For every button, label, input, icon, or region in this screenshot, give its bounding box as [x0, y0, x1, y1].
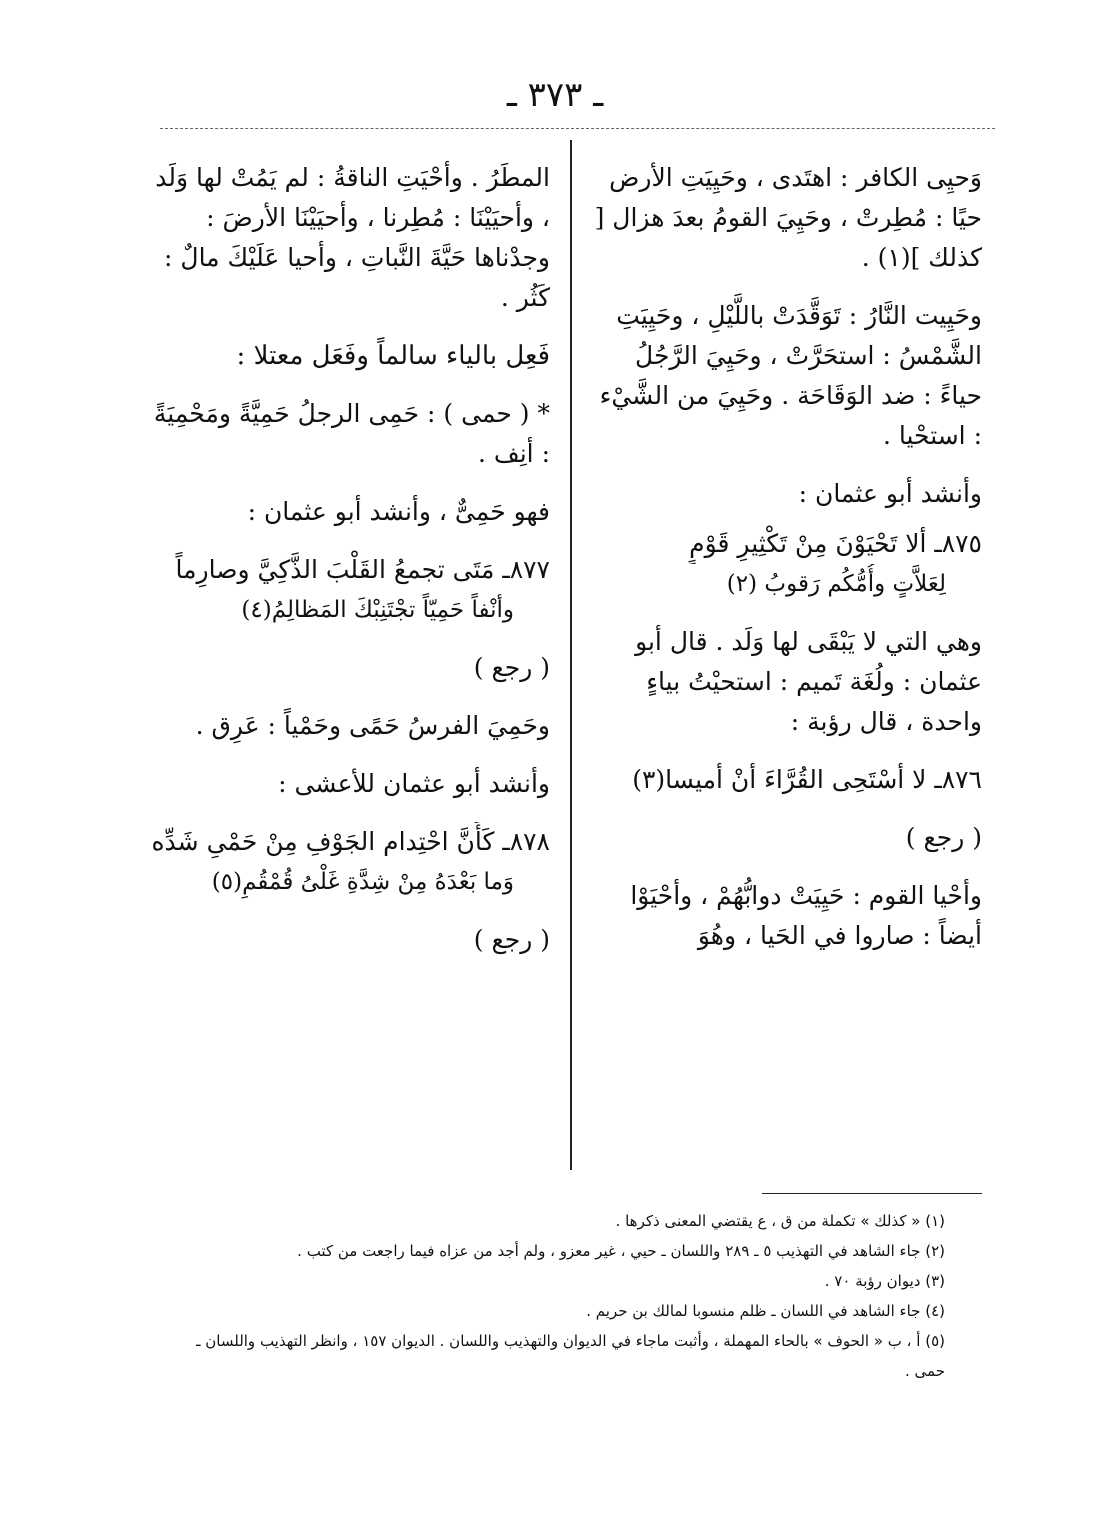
- rajaz-marker: ( رجع ): [905, 823, 982, 852]
- footnote: (٥) أ ، ب « الحوف » بالحاء المهملة ، وأثبت ماجاء في الديوان والتهذيب واللسان . الديوان ١٥٧ ، وانظر التهذيب واللسان ـ حمى .: [196, 1332, 945, 1380]
- paragraph: وحَمِيَ الفرسُ حَمًى وحَمْياً : عَرِق .: [195, 711, 550, 740]
- paragraph: وحَيِيت النَّارُ : تَوَقَّدَتْ باللَّيْلِ ، وحَيِيَتِ الشَّمْسُ : استحَرَّتْ ، وحَيِيَ الرَّجُلُ حياءً : ضد الوَقَاحَة . وحَيِيَ من الشَّيْء : استحْيا .: [599, 301, 982, 450]
- footnote: (١) « كذلك » تكملة من ق ، ع يقتضي المعنى ذكرها .: [615, 1212, 945, 1230]
- section-heading: فَعِل بالياء سالماً وفَعَل معتلا :: [236, 341, 550, 371]
- verse-line: ٨٧٥ـ ألا تَحْيَوْنَ مِنْ تَكْثِيرِ قَوْمٍ: [689, 529, 982, 558]
- rajaz-marker: ( رجع ): [473, 653, 550, 682]
- right-column: [587, 158, 982, 974]
- paragraph: وهي التي لا يَبْقَى لها وَلَد . قال أبو عثمان : ولُغَة تَميم : استحيْتُ بياءٍ واحدة ، قال رؤبة :: [635, 627, 982, 736]
- page-number: ـ ٣٧٣ ـ: [506, 75, 604, 115]
- paragraph: * ( حمى ) : حَمِى الرجلُ حَمِيَّةً ومَحْمِيَةً : أنِف .: [153, 399, 550, 468]
- verse-line: ٨٧٧ـ مَتَى تجمعُ القَلْبَ الذَّكِيَّ وصارِماً: [175, 555, 550, 584]
- paragraph: وَحيِى الكافر : اهتَدى ، وحَيِيَتِ الأرض حيًا : مُطِرتْ ، وحَيِيَ القومُ بعدَ هزال [ كذلك ](١) .: [594, 163, 982, 272]
- footnote: (٣) ديوان رؤبة ٧٠ .: [824, 1272, 945, 1290]
- header-rule: [160, 128, 995, 129]
- footnote: (٢) جاء الشاهد في التهذيب ٥ ـ ٢٨٩ واللسان ـ حيي ، غير معزو ، ولم أجد من عزاه فيما راجعت من كتب .: [297, 1242, 945, 1260]
- verse-line: لِعَلاَّتٍ وأُمُّكُم رَقوبُ (٢): [726, 571, 946, 597]
- left-column: [150, 158, 550, 978]
- verse-line: ٨٧٨ـ كَأَنَّ احْتِدام الجَوْفِ مِنْ حَمْىِ شَدِّه: [151, 827, 550, 856]
- verse-876: [587, 760, 982, 800]
- verse-line: وَما بَعْدَهُ مِنْ شِدَّةِ غَلْىُ قُمْقُمِ(٥): [211, 869, 514, 895]
- verse-877: [150, 550, 550, 630]
- footnote: (٤) جاء الشاهد في اللسان ـ ظلم منسوبا لمالك بن حريم .: [586, 1302, 945, 1320]
- verse-878: [150, 822, 550, 902]
- paragraph: المطَرُ . وأحْيَتِ الناقةُ : لم يَمُتْ لها وَلَد ، وأحيَيْنَا : مُطِرنا ، وأحيَيْنَا الأرضَ : وجدْناها حَيَّةَ النَّباتِ ، وأحيا عَلَيْكَ مالٌ : كَثُر .: [155, 163, 550, 312]
- verse-875: [587, 524, 982, 604]
- verse-line: وأنْفاً حَمِيّاً تجْتَنِبْكَ المَظالِمُ(٤): [241, 597, 514, 623]
- footnotes: [165, 1206, 945, 1386]
- paragraph: وأحْيا القوم : حَيِيَتْ دوابُّهُمْ ، وأحْيَوْا أيضاً : صاروا في الحَيا ، وهُوَ: [630, 881, 982, 950]
- paragraph: وأنشد أبو عثمان للأعشى :: [278, 769, 550, 798]
- footnote-rule: [762, 1193, 982, 1194]
- verse-line: ٨٧٦ـ لا أسْتَحِى القُرَّاءَ أنْ أميسا(٣): [632, 765, 982, 794]
- rajaz-marker: ( رجع ): [473, 925, 550, 954]
- column-divider: [570, 140, 572, 1170]
- paragraph: وأنشد أبو عثمان :: [798, 479, 982, 508]
- paragraph: فهو حَمِىٌّ ، وأنشد أبو عثمان :: [247, 497, 550, 526]
